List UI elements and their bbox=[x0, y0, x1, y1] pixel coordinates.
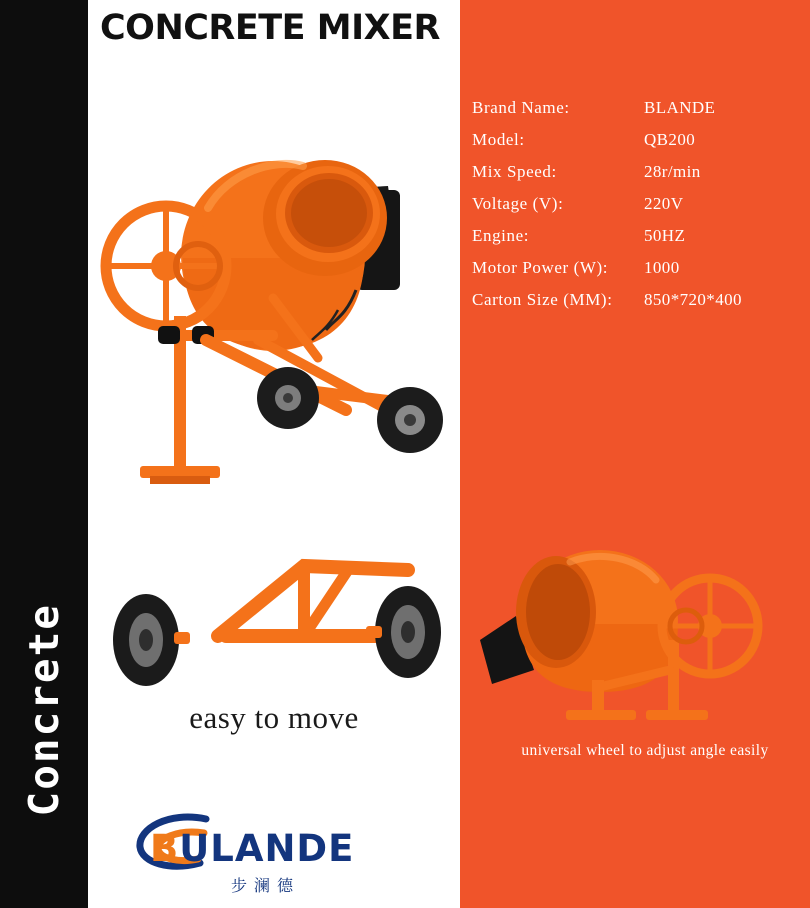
spec-row bbox=[472, 258, 810, 290]
logo-wordmark bbox=[150, 827, 354, 870]
spec-label: Engine: bbox=[472, 226, 530, 245]
spec-row bbox=[472, 194, 810, 226]
spec-value: 850*720*400 bbox=[644, 290, 742, 309]
logo-letters-rest: ULANDE bbox=[179, 827, 355, 870]
vertical-title bbox=[0, 0, 88, 908]
spec-panel bbox=[460, 0, 810, 908]
spec-value: QB200 bbox=[644, 130, 696, 149]
spec-label: Motor Power (W): bbox=[472, 258, 609, 277]
title-bar bbox=[88, 0, 460, 58]
spec-label: Model: bbox=[472, 130, 525, 149]
caption-easy-to-move: easy to move bbox=[189, 700, 359, 735]
brand-logo bbox=[88, 805, 460, 905]
center-column bbox=[88, 0, 460, 908]
spec-value: BLANDE bbox=[644, 98, 716, 117]
spec-value: 28r/min bbox=[644, 162, 701, 181]
spec-value: 50HZ bbox=[644, 226, 686, 245]
spec-row bbox=[472, 130, 810, 162]
spec-label: Voltage (V): bbox=[472, 194, 564, 213]
spec-row bbox=[472, 162, 810, 194]
logo-chinese-name: 步澜德 bbox=[231, 876, 301, 895]
main-mixer-svg bbox=[88, 58, 460, 518]
caption-universal-wheel: universal wheel to adjust angle easily bbox=[521, 742, 769, 759]
axle-image bbox=[108, 540, 448, 700]
spec-list bbox=[472, 98, 810, 322]
angle-mixer-image bbox=[470, 520, 800, 730]
spec-label: Brand Name: bbox=[472, 98, 570, 117]
vertical-title-text: Concrete bbox=[20, 602, 68, 816]
angle-mixer-svg bbox=[470, 520, 800, 730]
spec-row bbox=[472, 290, 810, 322]
spec-row bbox=[472, 98, 810, 130]
page-title: CONCRETE MIXER bbox=[100, 8, 440, 48]
main-mixer-image bbox=[88, 58, 460, 518]
logo-letter-b: B bbox=[150, 827, 180, 870]
spec-label: Mix Speed: bbox=[472, 162, 557, 181]
spec-row bbox=[472, 226, 810, 258]
spec-value: 1000 bbox=[644, 258, 680, 277]
spec-value: 220V bbox=[644, 194, 684, 213]
axle-svg bbox=[108, 540, 448, 700]
spec-label: Carton Size (MM): bbox=[472, 290, 613, 309]
